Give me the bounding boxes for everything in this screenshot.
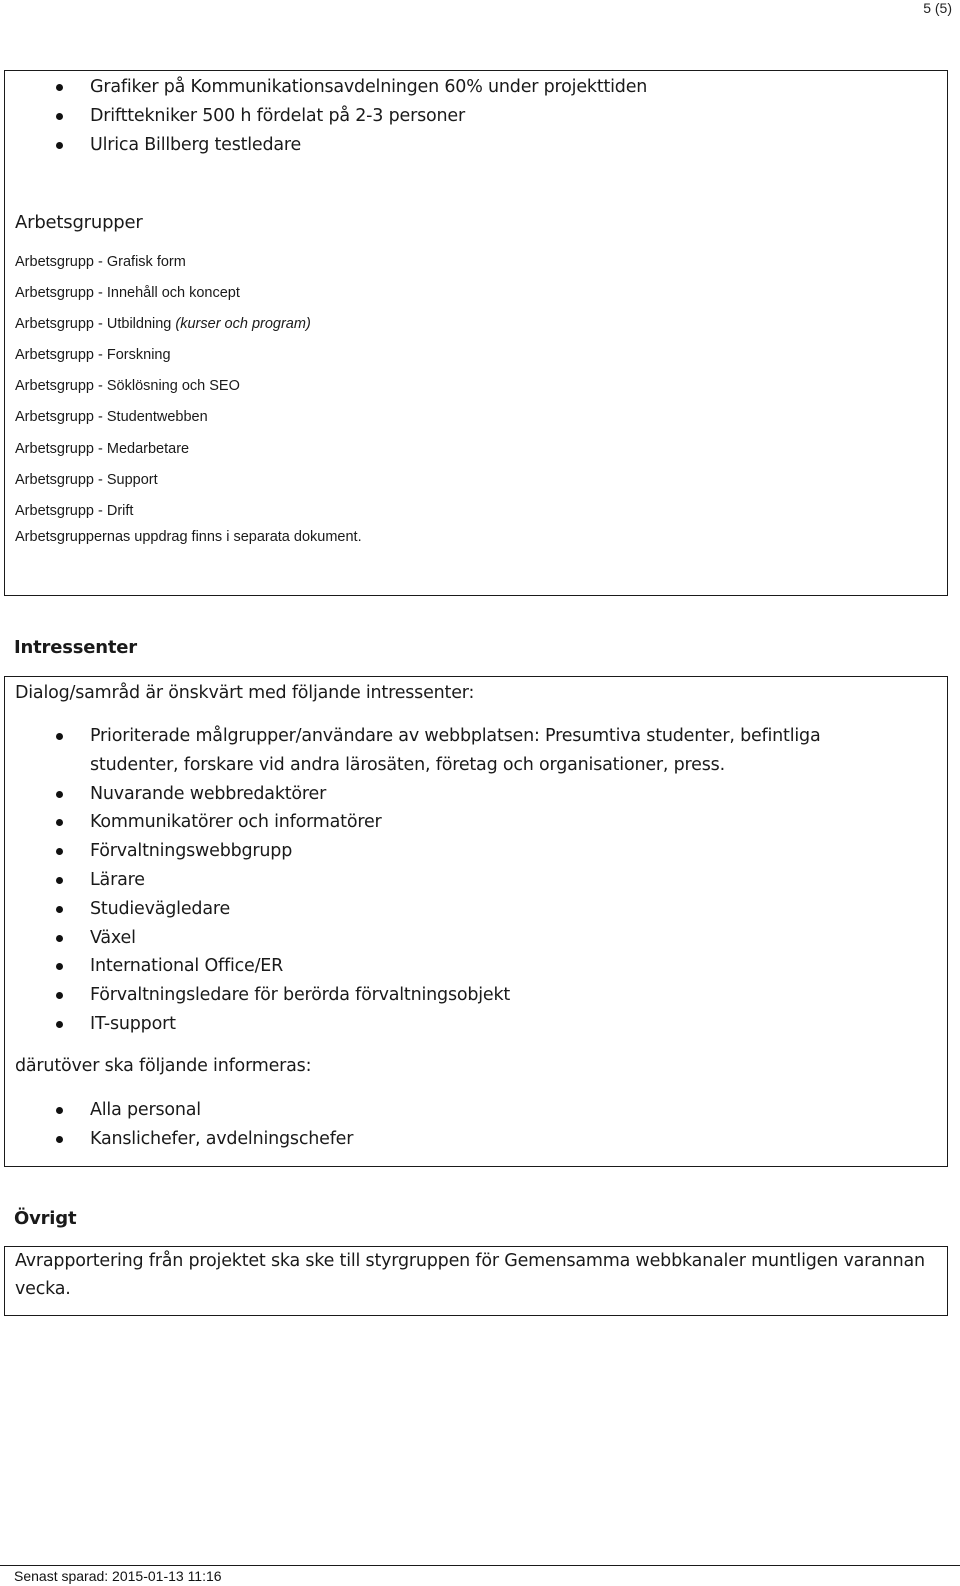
list-item: Prioriterade målgrupper/användare av webbplatsen: Presumtiva studenter, befintliga studenter, forskare vid andra lärosäten, företag och organisationer, press.	[5, 722, 947, 780]
list-item: Grafiker på Kommunikationsavdelningen 60% under projekttiden	[5, 73, 947, 102]
page-number: 5 (5)	[923, 0, 952, 16]
list-item: Drifttekniker 500 h fördelat på 2-3 personer	[5, 102, 947, 131]
bullet-icon	[56, 84, 63, 91]
list-item: Lärare	[5, 866, 947, 895]
list-item: Växel	[5, 924, 947, 953]
list-item: Arbetsgrupp - Utbildning (kurser och program)	[15, 316, 311, 333]
bullet-icon	[56, 963, 63, 970]
list-item: Arbetsgrupp - Forskning	[15, 347, 171, 364]
stakeholders-list	[5, 722, 947, 1039]
bullet-icon	[56, 1021, 63, 1028]
bullet-icon	[56, 733, 63, 740]
list-item: Arbetsgrupp - Studentwebben	[15, 409, 208, 426]
list-item: Arbetsgrupp - Support	[15, 471, 158, 488]
list-item: Ulrica Billberg testledare	[5, 131, 947, 160]
bullet-icon	[56, 906, 63, 913]
list-item: Arbetsgrupp - Innehåll och koncept	[15, 285, 240, 302]
bullet-icon	[56, 848, 63, 855]
bullet-icon	[56, 819, 63, 826]
stakeholders-intro: Dialog/samråd är önskvärt med följande intressenter:	[15, 683, 475, 703]
last-saved: Senast sparad: 2015-01-13 11:16	[14, 1568, 222, 1584]
bullet-icon	[56, 992, 63, 999]
bullet-icon	[56, 1136, 63, 1143]
bullet-icon	[56, 142, 63, 149]
list-item: Kanslichefer, avdelningschefer	[5, 1125, 947, 1154]
list-item: Arbetsgrupp - Drift	[15, 502, 134, 519]
stakeholders-box	[4, 676, 948, 1167]
list-item: IT-support	[5, 1010, 947, 1039]
staff-list	[5, 73, 947, 159]
other-box	[4, 1246, 948, 1316]
staff-and-groups-box	[4, 70, 948, 596]
list-item: Alla personal	[5, 1096, 947, 1125]
groups-note: Arbetsgruppernas uppdrag finns i separata dokument.	[15, 529, 362, 545]
inform-intro: därutöver ska följande informeras:	[15, 1056, 312, 1076]
groups-heading: Arbetsgrupper	[15, 212, 143, 233]
list-item: Förvaltningsledare för berörda förvaltningsobjekt	[5, 981, 947, 1010]
inform-list	[5, 1096, 947, 1154]
list-item: Studievägledare	[5, 895, 947, 924]
footer	[0, 1565, 960, 1586]
bullet-icon	[56, 935, 63, 942]
list-item: Kommunikatörer och informatörer	[5, 808, 947, 837]
list-item: Arbetsgrupp - Medarbetare	[15, 440, 190, 457]
bullet-icon	[56, 877, 63, 884]
list-item: Förvaltningswebbgrupp	[5, 837, 947, 866]
stakeholders-heading: Intressenter	[14, 637, 137, 658]
groups-list	[15, 247, 311, 527]
bullet-icon	[56, 791, 63, 798]
other-text: Avrapportering från projektet ska ske till styrgruppen för Gemensamma webbkanaler muntligen varannan vecka.	[15, 1251, 925, 1299]
bullet-icon	[56, 1107, 63, 1114]
list-item: Arbetsgrupp - Söklösning och SEO	[15, 378, 240, 395]
list-item: Arbetsgrupp - Grafisk form	[15, 254, 186, 270]
other-heading: Övrigt	[14, 1208, 77, 1229]
bullet-icon	[56, 113, 63, 120]
list-item: Nuvarande webbredaktörer	[5, 780, 947, 809]
list-item: International Office/ER	[5, 952, 947, 981]
